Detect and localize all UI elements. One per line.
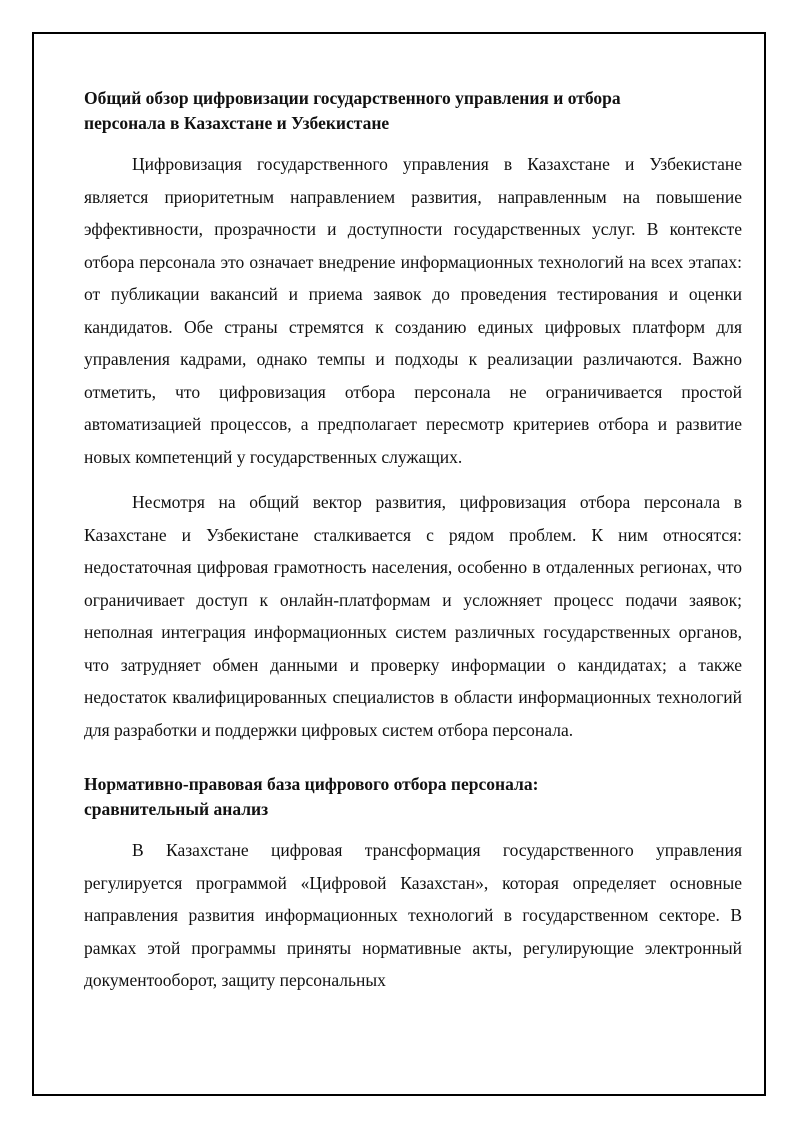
heading-line: сравнительный анализ: [84, 798, 269, 819]
section-heading-legal-framework: [84, 772, 742, 821]
heading-line: Общий обзор цифровизации государственного управления и отбора: [84, 88, 621, 108]
paragraph: Цифровизация государственного управления в Казахстане и Узбекистане является приоритетным направлением развития, направленным на повышение эффективности, прозрачности и доступности государственных услуг. В контексте отбора персонала это означает внедрение информационных технологий на всех этапах: от публикации вакансий и приема заявок до проведения тестирования и оценки кандидатов. Обе страны стремятся к созданию единых цифровых платформ для управления кадрами, однако темпы и подходы к реализации различаются. Важно отметить, что цифровизация отбора персонала не ограничивается простой автоматизацией процессов, а предполагает пересмотр критериев отбора и развитие новых компетенций у государственных служащих.: [84, 154, 742, 467]
heading-line: персонала в Казахстане и Узбекистане: [84, 112, 390, 133]
heading-line: Нормативно-правовая база цифрового отбора персонала:: [84, 774, 539, 794]
paragraph: Несмотря на общий вектор развития, цифровизация отбора персонала в Казахстане и Узбекистане сталкивается с рядом проблем. К ним относятся: недостаточная цифровая грамотность населения, особенно в отдаленных регионах, что ограничивает доступ к онлайн-платформам и усложняет процесс подачи заявок; неполная интеграция информационных систем различных государственных органов, что затрудняет обмен данными и проверку информации о кандидатах; а также недостаток квалифицированных специалистов в области информационных технологий для разработки и поддержки цифровых систем отбора персонала.: [84, 492, 742, 740]
paragraph: В Казахстане цифровая трансформация государственного управления регулируется программой «Цифровой Казахстан», которая определяет основные направления развития информационных технологий в государственном секторе. В рамках этой программы приняты нормативные акты, регулирующие электронный документооборот, защиту персональных: [84, 840, 742, 990]
document-body: [84, 86, 742, 997]
section-heading-digitalization-overview: [84, 86, 742, 135]
